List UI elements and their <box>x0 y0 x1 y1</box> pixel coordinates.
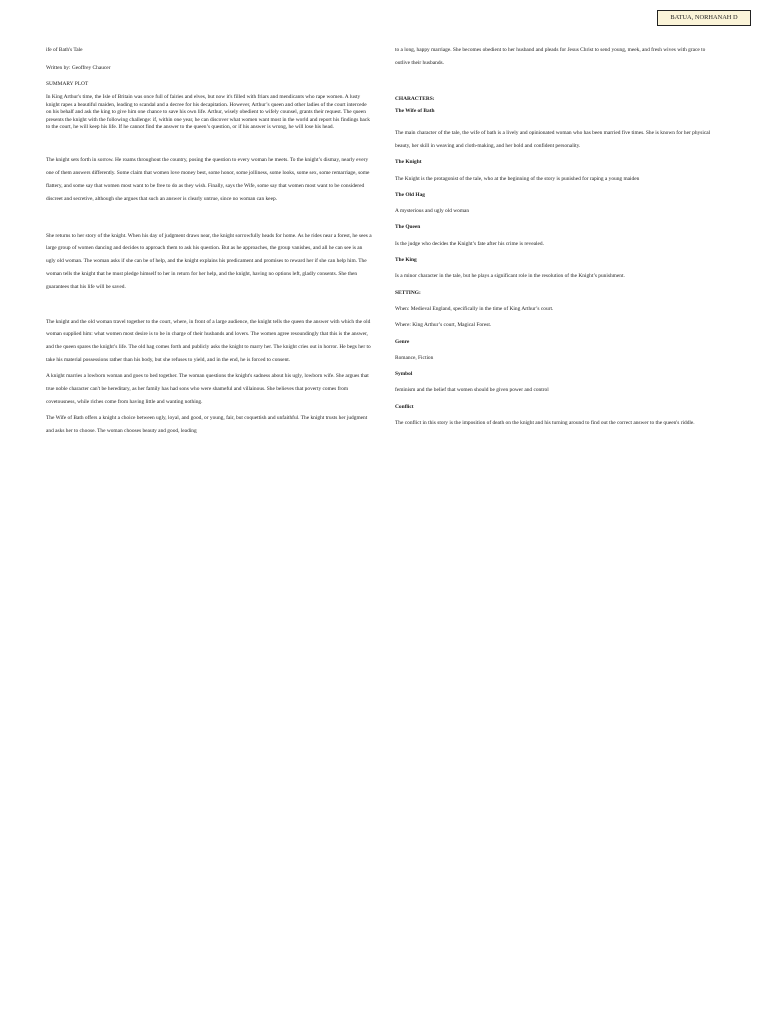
summary-continuation: to a long, happy marriage. She becomes obedient to her husband and pleads for Jesus Christ to send young, meek, and fresh wives with grace to outlive their husbands. <box>395 47 706 66</box>
author-name-box: BATUA, NORHANAH D <box>657 10 751 26</box>
summary-paragraph-1: In King Arthur's time, the Isle of Britain was once full of fairies and elves, but now it's filled with friars and mendicants who rape women. A lusty knight rapes a beautiful maiden, leading to scandal and a decree for his decapitation. However, Arthur’s queen and other ladies of the court intercede on his behalf and ask the king to give him one chance to save his own life. Arthur, wisely obedient to wifely counsel, grants their request. The queen presents the knight with the following challenge: if, within one year, he can discover what women want most in the world and report his findings back to the court, he will keep his life. If he cannot find the answer to the queen’s question, or if his answer is wrong, he will lose his head. <box>46 94 370 131</box>
document-title: ife of Bath's Tale <box>46 47 83 53</box>
summary-paragraph-6: The Wife of Bath offers a knight a choice between ugly, loyal, and good, or young, fair, but coquettish and unfaithful. The knight trusts her judgment and asks her to choose. The woman chooses beauty and good, leading <box>46 415 368 434</box>
character-old-hag-text: A mysterious and ugly old woman <box>395 208 470 215</box>
character-king-text: Is a minor character in the tale, but he plays a significant role in the resolution of the Knight’s punishment. <box>395 273 625 280</box>
summary-heading: SUMMARY PLOT <box>46 81 89 88</box>
summary-paragraph-5: A knight marries a lowborn woman and goes to bed together. The woman questions the knight's sadness about his ugly, lowborn wife. She argues that true noble character can't be hereditary, as her family has had sons who were shameful and villainous. She believes that poverty comes from covetousness, while riches come from having little and wanting nothing. <box>46 373 369 405</box>
setting-heading: SETTING: <box>395 289 421 296</box>
summary-paragraph-2: The knight sets forth in sorrow. He roams throughout the country, posing the question to every woman he meets. To the knight’s dismay, nearly every one of them answers differently. Some claim that women love money best, some honor, some jolliness, some looks, some sex, some remarriage, some flattery, and some say that women most want to be free to do as they wish. Finally, says the Wife, some say that women most want to be considered discreet and secretive, although she argues that such an answer is clearly untrue, since no woman can keep. <box>46 157 370 202</box>
character-king-heading: The King <box>395 257 417 264</box>
summary-paragraph-4: The knight and the old woman travel together to the court, where, in front of a large audience, the knight tells the queen the answer with which the old woman supplied him: what women most desire is to be in charge of their husbands and lovers. The women agree resoundingly that this is the answer, and the queen spares the knight’s life. The old hag comes forth and publicly asks the knight to marry her. The knight cries out in horror. He begs her to take his material possessions rather than his body, but she refuses to yield, and in the end, he is forced to consent. <box>46 318 371 363</box>
character-knight-text: The Knight is the protagonist of the tale, who at the beginning of the story is punished for raping a young maiden <box>395 175 640 182</box>
symbol-heading: Symbol <box>395 371 413 378</box>
author-line: Written by: Geoffrey Chaucer <box>46 64 111 71</box>
character-wife-of-bath-heading: The Wife of Bath <box>395 108 435 115</box>
setting-where: Where: King Arthur’s court, Magical Forest. <box>395 322 492 329</box>
summary-paragraph-3: She returns to her story of the knight. When his day of judgment draws near, the knight sorrowfully heads for home. As he rides near a forest, he sees a large group of women dancing and decides to approach them to ask his question. But as he approaches, the group vanishes, and all he can see is an ugly old woman. The woman asks if she can be of help, and the knight explains his predicament and promises to reward her if she can help him. The woman tells the knight that he must pledge himself to her in return for her help, and the knight, having no options left, gladly consents. She then guarantees that his life will be saved. <box>46 232 372 290</box>
character-queen-text: Is the judge who decides the Knight’s fate after his crime is revealed. <box>395 240 544 247</box>
characters-heading: CHARACTERS: <box>395 95 435 102</box>
conflict-text: The conflict in this story is the imposition of death on the knight and his turning around to find out the correct answer to the queen's riddle. <box>395 420 695 427</box>
left-column <box>46 44 373 438</box>
symbol-text: feminism and the belief that women should be given power and control <box>395 387 549 394</box>
conflict-heading: Conflict <box>395 403 414 410</box>
character-old-hag-heading: The Old Hag <box>395 191 425 198</box>
character-queen-heading: The Queen <box>395 224 421 231</box>
setting-when: When: Medieval England, specifically in the time of King Arthur’s court. <box>395 305 554 312</box>
character-knight-heading: The Knight <box>395 159 422 166</box>
genre-text: Romance, Fiction <box>395 354 434 361</box>
right-column <box>395 44 721 430</box>
character-wife-of-bath-text: The main character of the tale, the wife of bath is a lively and opinionated woman who has been married five times. She is known for her physical beauty, her skill in weaving and cloth-making, and her bold and confident personality. <box>395 130 711 149</box>
genre-heading: Genre <box>395 338 410 345</box>
